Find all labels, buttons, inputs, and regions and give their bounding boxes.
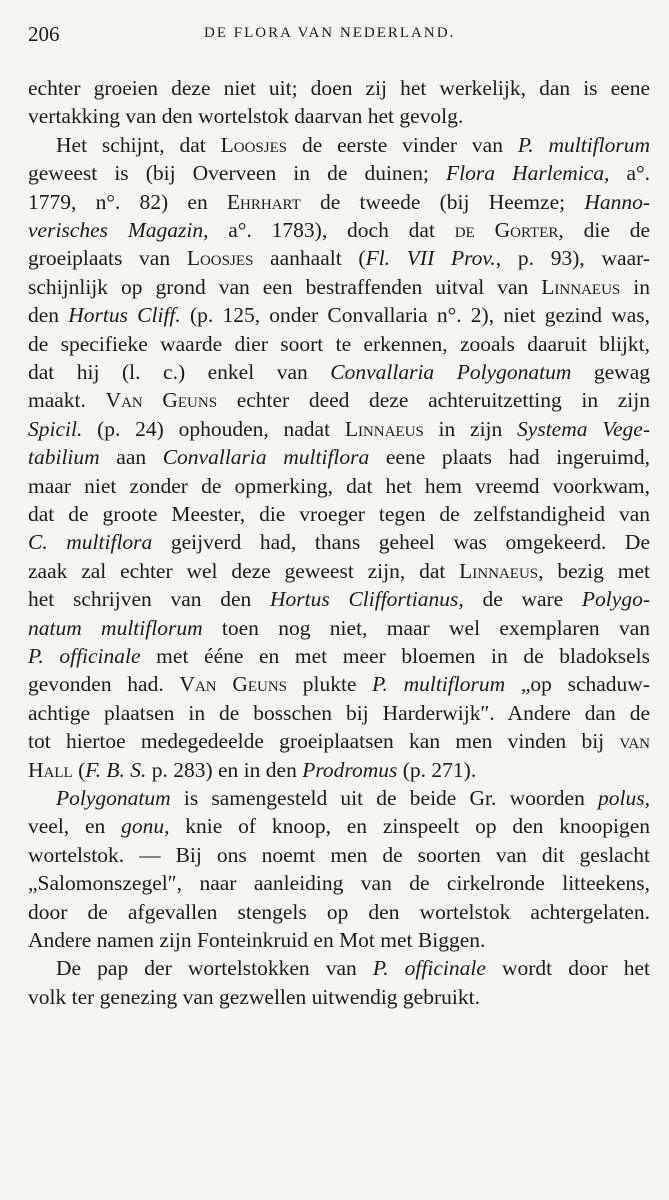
text-run: (p. 24) ophouden, nadat [82,416,345,441]
text-run: eene plaats had ingeruimd, [369,445,650,470]
small-caps-name: Loosjes [186,246,254,271]
text-run: is samengesteld uit de beide Gr. woorden [170,786,599,810]
text-line [28,330,650,358]
text-line [28,585,650,613]
italic-text: Fl. VII Prov. [365,246,496,271]
small-caps-name: Van Geuns [105,388,218,413]
italic-text: verisches Magazin, [28,218,209,242]
italic-text: Hortus Cliffortianus, [270,587,464,612]
text-run: tot hiertoe medegedeelde groeiplaatsen kan men vinden bij [28,729,620,754]
text-run: Andere namen zijn Fonteinkruid en Mot met Biggen. [28,928,486,952]
italic-text: gonu, [121,814,170,839]
text-run: volk ter genezing van gezwellen uitwendig gebruikt. [28,984,480,1009]
text-line [28,812,650,840]
text-line [28,642,650,670]
text-run: geweest is (bij Overveen in de duinen; [28,161,447,186]
italic-text: Convallaria multiflora [162,445,370,470]
text-run: plukte [287,672,373,697]
text-run: echter groeien deze niet uit; doen zij het werkelijk, dan is eene [28,76,650,100]
text-run: Het schijnt, dat [56,132,221,157]
text-line [28,74,650,102]
text-line [28,415,650,443]
italic-text: Polygo- [581,587,650,612]
text-line [28,443,650,471]
text-run: echter deed deze achteruitzetting in zijn [217,388,650,413]
text-run: met ééne en met meer bloemen in de bladoksels [140,644,650,668]
italic-text: Spicil. [28,416,83,441]
italic-text: Hortus Cliff. [68,303,181,328]
text-run: maakt. [28,388,106,413]
text-line [28,841,650,869]
text-run: (p. 125, onder Convallaria n°. 2), niet gezind was, [180,303,650,328]
italic-text: Polygonatum [56,786,171,810]
text-line [28,926,650,954]
text-run: schijnlijk op grond van een bestraffenden uitval van [28,274,542,299]
text-line [28,159,650,187]
italic-text: P. officinale [28,644,141,668]
text-line [28,898,650,926]
italic-text: Systema Vege- [517,416,650,441]
text-run: geijverd had, thans geheel was omgekeerd. De [152,530,650,555]
text-run: het schrijven van den [28,587,270,612]
small-caps-name: de Gorter [454,218,559,242]
text-run: in [620,274,650,299]
italic-text: natum multiflorum [28,615,203,640]
small-caps-name: Loosjes [220,132,288,157]
text-run: in zijn [423,416,518,441]
small-caps-name: van [619,729,650,754]
text-run: dat de groote Meester, die vroeger tegen de zelfstandigheid van [28,502,650,526]
text-line [28,699,650,727]
italic-text: Hanno- [584,189,650,214]
italic-text: P. multiflorum [372,672,506,697]
small-caps-name: Linnaeus [344,416,424,441]
text-run: achtige plaatsen in de bosschen bij Harderwijk″. Andere dan de [28,700,650,725]
text-run: groeiplaats van [28,246,187,271]
text-line [28,869,650,897]
text-line [28,557,650,585]
small-caps-name: Linnaeus [459,558,539,583]
text-run: 1779, n°. 82) en [28,189,227,214]
text-run: door de afgevallen stengels op den wortelstok achtergelaten. [28,899,650,924]
text-run: „Salomonszegel″, naar aanleiding van de cirkelronde litteekens, [28,871,650,896]
small-caps-name: Hall [28,757,73,782]
italic-text: Flora Harlemica, [446,161,610,186]
text-run: (p. 271). [397,757,477,782]
text-line [28,386,650,414]
text-run: , p. 93), waar- [495,246,650,271]
text-line [28,983,650,1011]
text-run: ( [72,757,86,782]
text-run: knie of knoop, en zinspeelt op den knoopigen [169,814,650,839]
italic-text: tabilium [28,445,100,470]
small-caps-name: Van Geuns [179,672,288,697]
text-line [28,528,650,556]
text-line [28,472,650,500]
text-run: wortelstok. — Bij ons noemt men de soorten van dit geslacht [28,842,650,867]
text-line [28,244,650,272]
text-line [56,954,650,982]
text-run: a°. 1783), doch dat [208,218,455,242]
text-run: „op schaduw- [505,672,650,697]
text-run: de eerste vinder van [287,132,518,157]
text-run: maar niet zonder de opmerking, dat het hem vreemd voorkwam, [28,473,650,498]
text-run: wordt door het [485,956,650,981]
text-line [28,500,650,528]
text-run: dat hij (l. c.) enkel van [28,360,331,384]
text-run: , bezig met [538,558,650,583]
page-number: 206 [28,22,60,46]
small-caps-name: Linnaeus [541,274,621,299]
italic-text: C. multiflora [28,530,153,555]
text-line [28,188,650,216]
text-run: gewag [571,360,650,384]
italic-text: Convallaria Polygonatum [330,360,572,384]
text-line [28,358,650,386]
text-line [56,784,650,812]
text-line [28,756,650,784]
text-line [28,727,650,755]
text-run: toen nog niet, maar wel exemplaren van [202,615,650,640]
text-line [28,216,650,244]
small-caps-name: Ehrhart [226,189,301,214]
text-run: de specifieke waarde dier soort te erkennen, zooals daaruit blijkt, [28,331,650,356]
text-run: De pap der wortelstokken van [56,956,373,981]
text-line [28,670,650,698]
text-run: p. 283) en in den [146,757,303,782]
text-line [28,301,650,329]
italic-text: P. officinale [372,956,486,981]
text-run: den [28,303,69,328]
italic-text: Prodromus [302,757,398,782]
text-run: , die de [558,218,650,242]
text-run: de ware [463,587,582,612]
text-run: a°. [609,161,650,186]
text-run: veel, en [28,814,122,839]
running-title: DE FLORA VAN NEDERLAND. [204,25,456,41]
italic-text: F. B. S. [85,757,147,782]
text-run: gevonden had. [28,672,180,697]
text-line [28,102,650,130]
text-line [28,273,650,301]
text-line [28,614,650,642]
text-run: aanhaalt ( [253,246,366,271]
italic-text: P. multiflorum [517,132,650,157]
text-run: zaak zal echter wel deze geweest zijn, dat [28,558,460,583]
text-run: de tweede (bij Heemze; [300,189,585,214]
italic-text: polus, [598,786,650,810]
text-line [56,131,650,159]
text-run: vertakking van den wortelstok daarvan het gevolg. [28,104,464,129]
text-run: aan [99,445,163,470]
